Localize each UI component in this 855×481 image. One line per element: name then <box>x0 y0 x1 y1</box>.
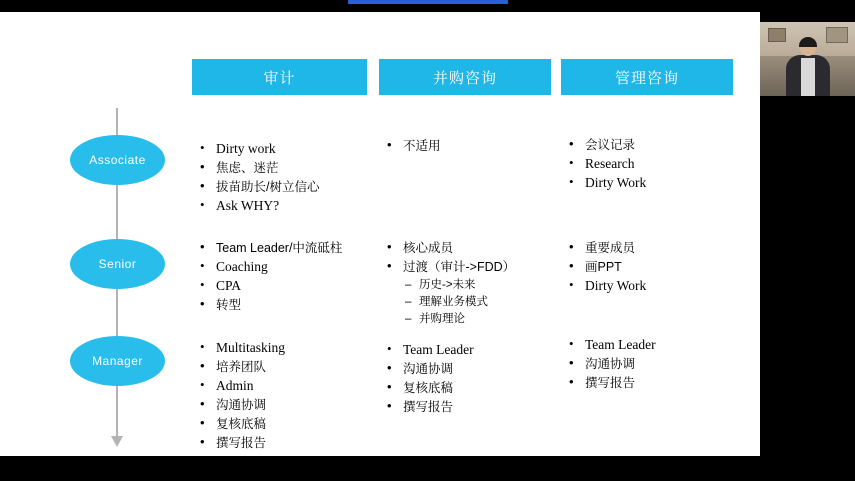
cell-associate-audit <box>198 140 319 216</box>
axis-arrow-icon <box>111 436 123 447</box>
sub-list-item: – 历史->未来 <box>385 277 515 294</box>
list-item: • Team Leader/中流砥柱 <box>198 239 342 257</box>
column-header-label: 管理咨询 <box>614 69 679 87</box>
cell-associate-consulting <box>567 136 646 193</box>
list-item: • Ask WHY? <box>198 197 319 215</box>
level-badge-senior <box>70 239 165 289</box>
level-label: Associate <box>89 153 146 167</box>
cell-senior-ma <box>385 239 515 328</box>
presenter-shirt <box>801 58 815 96</box>
wall-picture-right <box>826 27 848 43</box>
list-item: • Dirty Work <box>567 174 646 192</box>
list-item: • Coaching <box>198 258 342 276</box>
column-header-label: 并购咨询 <box>432 69 497 87</box>
column-header-label: 审计 <box>263 69 296 87</box>
list-item: • 培养团队 <box>198 358 285 376</box>
list-item: • Team Leader <box>385 341 474 359</box>
cell-manager-ma <box>385 341 474 417</box>
level-label: Manager <box>92 354 143 368</box>
list-item: • 画PPT <box>567 258 646 276</box>
cell-manager-audit <box>198 339 285 453</box>
list-item: • 撰写报告 <box>567 374 656 392</box>
presenter-webcam-thumbnail[interactable] <box>760 22 855 96</box>
cell-manager-consulting <box>567 336 656 393</box>
list-item: • 核心成员 <box>385 239 515 257</box>
list-item: • 会议记录 <box>567 136 646 154</box>
playback-progress-bar[interactable] <box>348 0 508 4</box>
list-item: • 复核底稿 <box>385 379 474 397</box>
cell-senior-consulting <box>567 239 646 296</box>
cell-associate-ma <box>385 137 441 156</box>
cell-senior-audit <box>198 239 342 315</box>
wall-picture-left <box>768 28 786 42</box>
list-item: • 撰写报告 <box>198 434 285 452</box>
level-badge-associate <box>70 135 165 185</box>
list-item: • 沟通协调 <box>198 396 285 414</box>
list-item: • 重要成员 <box>567 239 646 257</box>
presentation-slide <box>0 12 760 456</box>
list-item: • 拔苗助长/树立信心 <box>198 178 319 196</box>
column-header-ma-advisory <box>379 59 551 95</box>
level-label: Senior <box>98 257 137 271</box>
list-item: • Admin <box>198 377 285 395</box>
list-item: • 沟通协调 <box>567 355 656 373</box>
list-item: • Multitasking <box>198 339 285 357</box>
list-item: • Research <box>567 155 646 173</box>
list-item: • Team Leader <box>567 336 656 354</box>
list-item: • CPA <box>198 277 342 295</box>
list-item: • 焦虑、迷茫 <box>198 159 319 177</box>
list-item: • Dirty Work <box>567 277 646 295</box>
list-item: • 沟通协调 <box>385 360 474 378</box>
list-item: • 复核底稿 <box>198 415 285 433</box>
list-item: • 过渡（审计->FDD） <box>385 258 515 276</box>
list-item: • 撰写报告 <box>385 398 474 416</box>
sub-list-item: – 并购理论 <box>385 311 515 328</box>
list-item: • Dirty work <box>198 140 319 158</box>
column-header-audit <box>192 59 367 95</box>
level-badge-manager <box>70 336 165 386</box>
list-item: • 转型 <box>198 296 342 314</box>
sub-list-item: – 理解业务模式 <box>385 294 515 311</box>
list-item: • 不适用 <box>385 137 441 155</box>
column-header-management-consulting <box>561 59 733 95</box>
